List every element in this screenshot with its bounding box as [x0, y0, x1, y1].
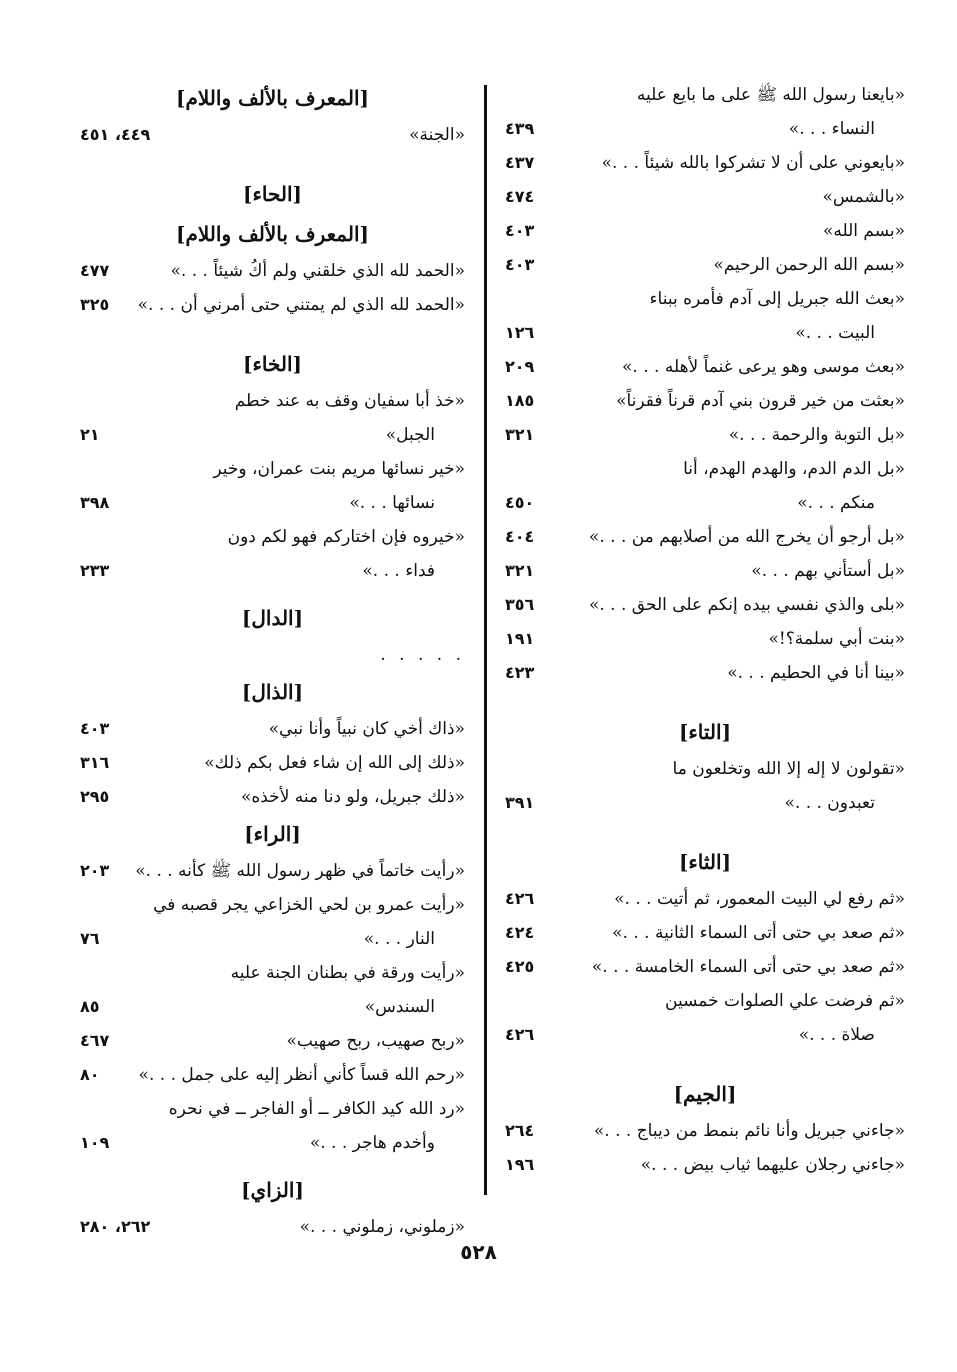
spacer	[505, 1052, 905, 1074]
page-ref: ١٩٦	[505, 1155, 535, 1174]
page-ref: ٣٢٥	[80, 295, 110, 314]
page-ref: ٣٩٨	[80, 493, 110, 512]
page-ref: ٤٠٣	[80, 719, 110, 738]
page-ref: ٢٦٢، ٢٨٠	[80, 1217, 151, 1236]
page-ref: ٤٢٦	[505, 889, 535, 908]
entry-text: «بسم الله»	[822, 221, 905, 241]
entry-text: السندس»	[364, 997, 435, 1017]
index-entry	[505, 786, 905, 820]
section-heading	[80, 174, 465, 214]
entry-text: «الجنة»	[409, 125, 465, 145]
index-entry	[80, 452, 465, 486]
index-entry	[80, 1058, 465, 1092]
entry-text: «رأيت خاتماً في ظهر رسول الله ﷺ كأنه . . .»	[135, 861, 465, 881]
section-heading	[505, 842, 905, 882]
page-ref: ٤٤٩، ٤٥١	[80, 125, 151, 144]
heading-text: [الدال]	[241, 606, 304, 630]
entry-text: «بينا أنا في الحطيم . . .»	[727, 663, 905, 683]
section-heading	[80, 598, 465, 638]
index-entry	[80, 956, 465, 990]
entry-text: «جاءني جبريل وأنا نائم بنمط من ديباج . . .»	[593, 1121, 905, 1141]
section-heading	[505, 712, 905, 752]
entry-text: «بعث الله جبريل إلى آدم فأمره ببناء	[649, 289, 905, 309]
index-entry	[505, 486, 905, 520]
entry-text: «بسم الله الرحمن الرحيم»	[713, 255, 905, 275]
index-entry	[505, 588, 905, 622]
page-ref: ٤٠٣	[505, 221, 535, 240]
page-ref: ٧٦	[80, 929, 100, 948]
entry-text: «ثم صعد بي حتى أتى السماء الخامسة . . .»	[591, 957, 905, 977]
spacer	[80, 152, 465, 174]
spacer	[80, 322, 465, 344]
index-entry	[505, 418, 905, 452]
entry-text: «بل أستأني بهم . . .»	[751, 561, 905, 581]
entry-text: فداء . . .»	[362, 561, 435, 581]
page-ref: ٤٣٧	[505, 153, 535, 172]
page-ref: ٢٣٣	[80, 561, 110, 580]
entry-text: «زملوني، زملوني . . .»	[299, 1217, 465, 1237]
index-entry	[505, 248, 905, 282]
entry-text: «ذاك أخي كان نبياً وأنا نبي»	[268, 719, 465, 739]
page-ref: ٤٧٧	[80, 261, 110, 280]
heading-text: [الثاء]	[678, 850, 732, 874]
ellipsis-row	[80, 638, 465, 672]
page-ref: ٢٩٥	[80, 787, 110, 806]
section-heading	[80, 344, 465, 384]
entry-text: وأخدم هاجر . . .»	[309, 1133, 435, 1153]
index-entry	[80, 854, 465, 888]
spacer	[80, 1160, 465, 1170]
entry-text: . . . . .	[380, 645, 465, 665]
index-entry	[80, 1126, 465, 1160]
heading-text: [الخاء]	[243, 352, 302, 376]
entry-text: «بعث موسى وهو يرعى غنماً لأهله . . .»	[622, 357, 905, 377]
entry-text: تعبدون . . .»	[784, 793, 875, 813]
entry-text: «رأيت عمرو بن لحي الخزاعي يجر قصبه في	[153, 895, 465, 915]
right-column	[505, 78, 905, 1182]
heading-text: [الزاي]	[241, 1178, 304, 1202]
page-ref: ٤٢٤	[505, 923, 535, 942]
spacer	[80, 588, 465, 598]
index-entry	[505, 554, 905, 588]
index-entry	[80, 418, 465, 452]
page-ref: ٨٥	[80, 997, 100, 1016]
index-entry	[505, 350, 905, 384]
page-ref: ٣١٦	[80, 753, 110, 772]
page-ref: ٣٥٦	[505, 595, 535, 614]
entry-text: «ذلك إلى الله إن شاء فعل بكم ذلك»	[204, 753, 465, 773]
page-ref: ٤٠٤	[505, 527, 535, 546]
index-entry	[505, 656, 905, 690]
index-entry	[505, 452, 905, 486]
left-column	[80, 78, 465, 1244]
entry-text: النار . . .»	[363, 929, 435, 949]
section-heading	[80, 1170, 465, 1210]
page-ref: ٢١	[80, 425, 100, 444]
index-entry	[505, 146, 905, 180]
entry-text: النساء . . .»	[788, 119, 875, 139]
page-ref: ١٠٩	[80, 1133, 110, 1152]
section-heading	[80, 214, 465, 254]
entry-text: نسائها . . .»	[349, 493, 435, 513]
entry-text: «بالشمس»	[822, 187, 905, 207]
page-ref: ٤٣٩	[505, 119, 535, 138]
index-entry	[505, 1148, 905, 1182]
entry-text: «خير نسائها مريم بنت عمران، وخير	[213, 459, 465, 479]
index-entry	[505, 882, 905, 916]
heading-text: [الذال]	[241, 680, 304, 704]
index-entry	[80, 1024, 465, 1058]
entry-text: «الحمد لله الذي لم يمتني حتى أمرني أن . . .»	[137, 295, 465, 315]
page-ref: ٢٠٩	[505, 357, 535, 376]
index-entry	[505, 950, 905, 984]
index-entry	[505, 1018, 905, 1052]
index-entry	[505, 520, 905, 554]
page-ref: ٤٥٠	[505, 493, 535, 512]
entry-text: «خيروه فإن اختاركم فهو لكم دون	[227, 527, 465, 547]
entry-text: «تقولون لا إله إلا الله وتخلعون ما	[672, 759, 905, 779]
index-entry	[505, 622, 905, 656]
page-ref: ٤٢٣	[505, 663, 535, 682]
page-ref: ٨٠	[80, 1065, 100, 1084]
entry-text: «بل التوبة والرحمة . . .»	[728, 425, 905, 445]
index-entry	[505, 214, 905, 248]
heading-text: [المعرف بالألف واللام]	[176, 86, 369, 110]
index-entry	[80, 520, 465, 554]
index-entry	[80, 888, 465, 922]
index-entry	[505, 282, 905, 316]
heading-text: [التاء]	[678, 720, 732, 744]
entry-text: «بعثت من خير قرون بني آدم قرناً فقرناً»	[616, 391, 905, 411]
page-ref: ٣٩١	[505, 793, 535, 812]
index-entry	[80, 922, 465, 956]
entry-text: «رحم الله قساً كأني أنظر إليه على جمل . . .»	[138, 1065, 465, 1085]
entry-text: «جاءني رجلان عليهما ثياب بيض . . .»	[640, 1155, 905, 1175]
index-entry	[80, 746, 465, 780]
index-entry	[80, 288, 465, 322]
page-ref: ٤٢٦	[505, 1025, 535, 1044]
section-heading	[80, 814, 465, 854]
index-entry	[505, 984, 905, 1018]
entry-text: «ثم رفع لي البيت المعمور، ثم أتيت . . .»	[614, 889, 905, 909]
entry-text: منكم . . .»	[797, 493, 875, 513]
page-ref: ٤٠٣	[505, 255, 535, 274]
page-ref: ٤٦٧	[80, 1031, 110, 1050]
entry-text: «بل أرجو أن يخرج الله من أصلابهم من . . .»	[588, 527, 905, 547]
heading-text: [الراء]	[244, 822, 301, 846]
heading-text: [الحاء]	[243, 182, 302, 206]
index-entry	[505, 180, 905, 214]
spacer	[505, 820, 905, 842]
page-ref: ٤٢٥	[505, 957, 535, 976]
index-entry	[80, 990, 465, 1024]
index-entry	[505, 316, 905, 350]
entry-text: «بلى والذي نفسي بيده إنكم على الحق . . .»	[588, 595, 905, 615]
index-entry	[80, 254, 465, 288]
page-ref: ١٩١	[505, 629, 535, 648]
page-ref: ٢٦٤	[505, 1121, 535, 1140]
index-entry	[80, 1092, 465, 1126]
index-entry	[80, 712, 465, 746]
entry-text: «بل الدم الدم، والهدم الهدم، أنا	[683, 459, 905, 479]
index-entry	[80, 118, 465, 152]
entry-text: «خذ أبا سفيان وقف به عند خطم	[234, 391, 465, 411]
index-entry	[80, 554, 465, 588]
page-ref: ٣٢١	[505, 561, 535, 580]
section-heading	[505, 1074, 905, 1114]
entry-text: «ذلك جبريل، ولو دنا منه لأخذه»	[240, 787, 465, 807]
page-ref: ٣٢١	[505, 425, 535, 444]
page-ref: ١٨٥	[505, 391, 535, 410]
entry-text: صلاة . . .»	[798, 1025, 875, 1045]
entry-text: الجبل»	[385, 425, 435, 445]
index-entry	[80, 1210, 465, 1244]
index-entry	[505, 112, 905, 146]
entry-text: «بايعوني على أن لا تشركوا بالله شيئاً . . .»	[601, 153, 905, 173]
index-entry	[80, 486, 465, 520]
page-number: ٥٢٨	[460, 1240, 497, 1264]
page-ref: ١٢٦	[505, 323, 535, 342]
spacer	[505, 690, 905, 712]
index-entry	[80, 384, 465, 418]
page-ref: ٢٠٣	[80, 861, 110, 880]
index-entry	[505, 916, 905, 950]
section-heading	[80, 78, 465, 118]
entry-text: «بنت أبي سلمة؟!»	[768, 629, 905, 649]
entry-text: «رد الله كيد الكافر ــ أو الفاجر ــ في نحره	[168, 1099, 465, 1119]
heading-text: [المعرف بالألف واللام]	[176, 222, 369, 246]
index-entry	[80, 780, 465, 814]
page-ref: ٤٧٤	[505, 187, 535, 206]
entry-text: البيت . . .»	[795, 323, 875, 343]
entry-text: «الحمد لله الذي خلقني ولم أكُ شيئاً . . .»	[170, 261, 465, 281]
column-divider	[484, 85, 487, 1195]
entry-text: «ثم فرضت علي الصلوات خمسين	[665, 991, 905, 1011]
entry-text: «بايعنا رسول الله ﷺ على ما بايع عليه	[636, 85, 905, 105]
index-entry	[505, 752, 905, 786]
heading-text: [الجيم]	[673, 1082, 737, 1106]
index-entry	[505, 78, 905, 112]
entry-text: «ربح صهيب، ربح صهيب»	[286, 1031, 465, 1051]
index-entry	[505, 1114, 905, 1148]
entry-text: «رأيت ورقة في بطنان الجنة عليه	[230, 963, 465, 983]
entry-text: «ثم صعد بي حتى أتى السماء الثانية . . .»	[612, 923, 905, 943]
section-heading	[80, 672, 465, 712]
index-entry	[505, 384, 905, 418]
